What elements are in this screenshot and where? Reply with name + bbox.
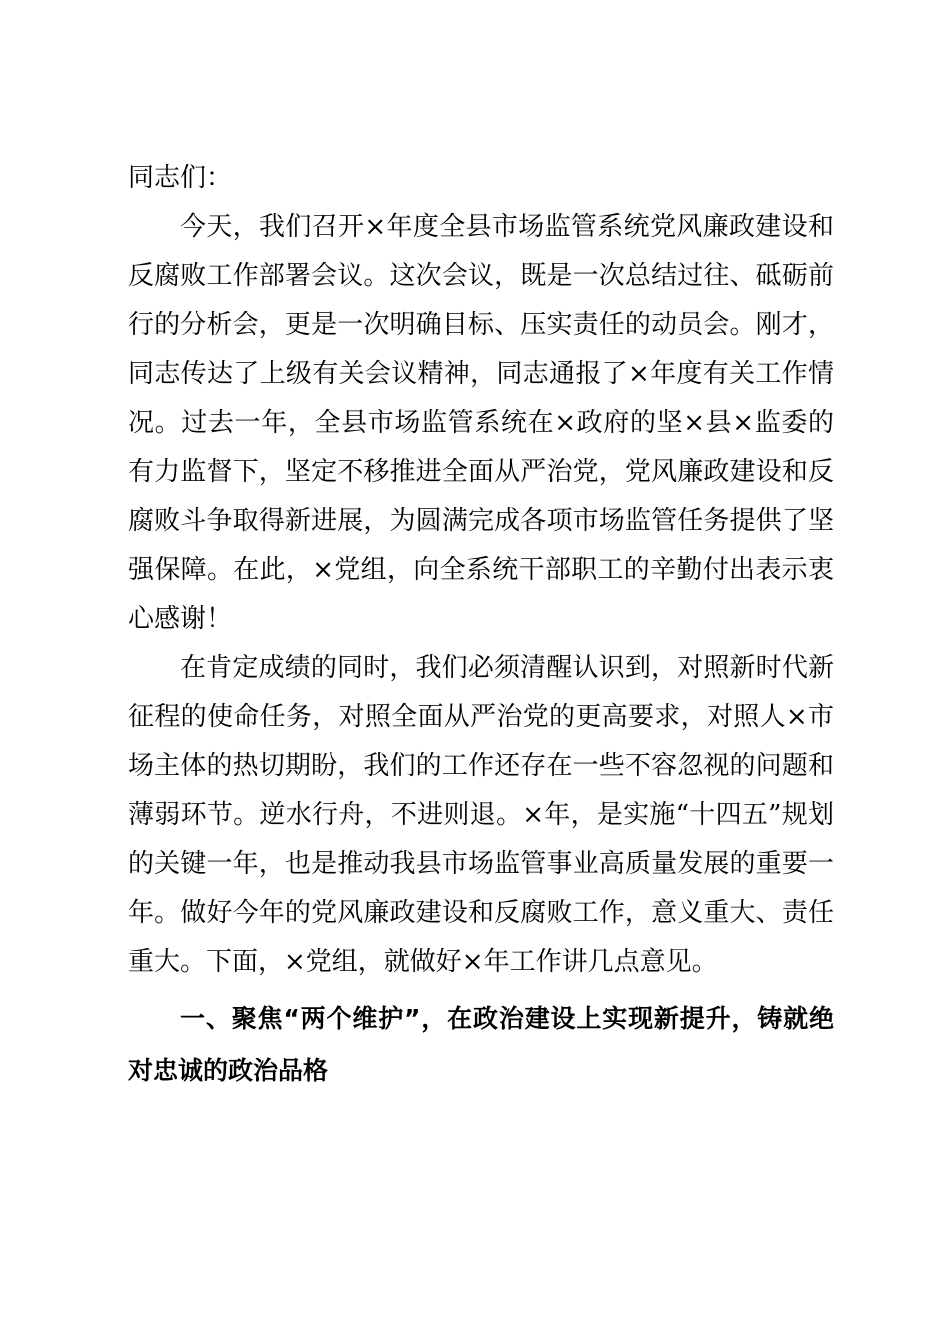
document-body [128,154,834,1097]
paragraph-opening: 今天，我们召开×年度全县市场监管系统党风廉政建设和反腐败工作部署会议。这次会议，既是一次总结过往、砥砺前行的分析会，更是一次明确目标、压实责任的动员会。刚才，同志传达了上级有关会议精神，同志通报了×年度有关工作情况。过去一年，全县市场监管系统在×政府的坚×县×监委的有力监督下，坚定不移推进全面从严治党，党风廉政建设和反腐败斗争取得新进展，为圆满完成各项市场监管任务提供了坚强保障。在此，×党组，向全系统干部职工的辛勤付出表示衷心感谢！ [128,212,834,634]
salutation: 同志们： [128,163,233,193]
paragraph-reflection: 在肯定成绩的同时，我们必须清醒认识到，对照新时代新征程的使命任务，对照全面从严治党的更高要求，对照人×市场主体的热切期盼，我们的工作还存在一些不容忽视的问题和薄弱环节。逆水行舟，不进则退。×年，是实施“十四五”规划的关键一年，也是推动我县市场监管事业高质量发展的重要一年。做好今年的党风廉政建设和反腐败工作，意义重大、责任重大。下面，×党组，就做好×年工作讲几点意见。 [128,653,834,977]
section-heading: 一、聚焦“两个维护”，在政治建设上实现新提升，铸就绝对忠诚的政治品格 [128,1004,834,1085]
